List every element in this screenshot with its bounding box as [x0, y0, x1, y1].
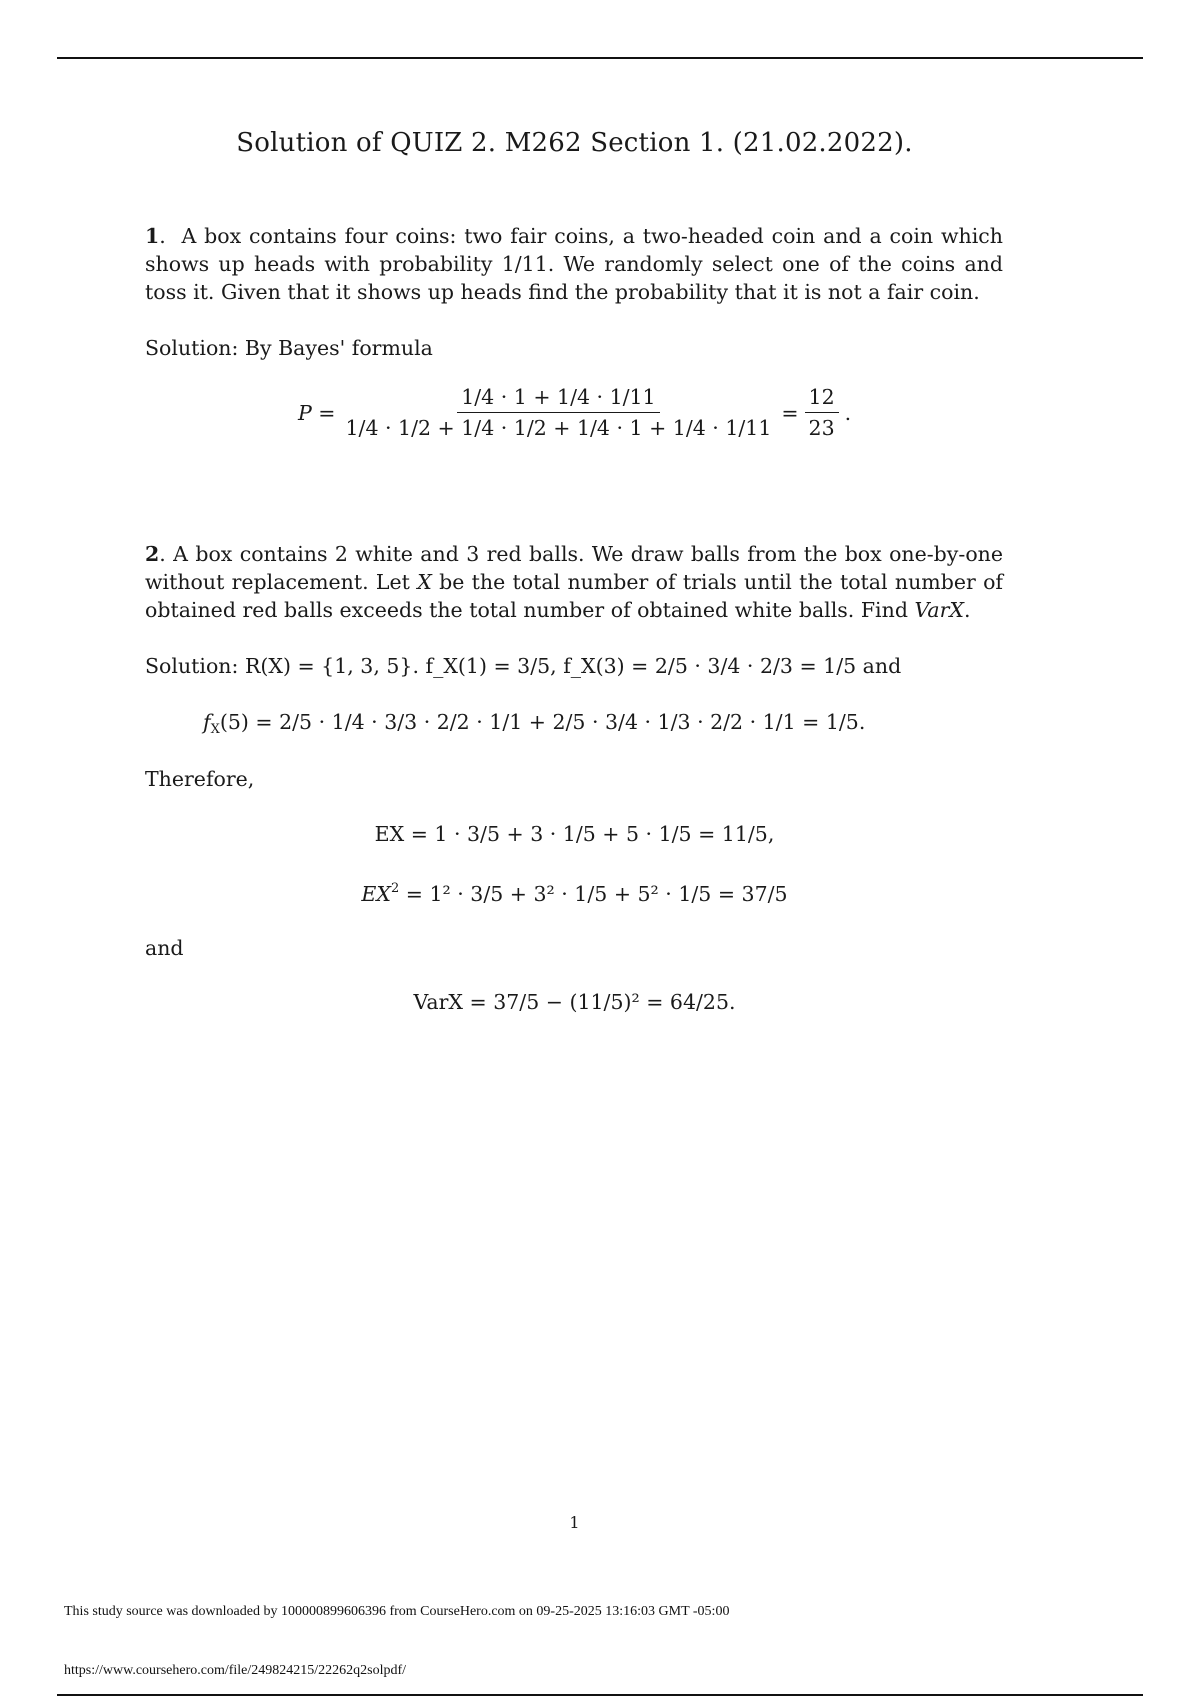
f5-line: (5) = 2/5 · 1/4 · 3/3 · 2/2 · 1/1 + 2/5 · 3/4 · 1/3 · 2/2 · 1/1 = 1/5. [219, 710, 866, 734]
var-varx: VarX [914, 598, 965, 622]
ex2-line: = 1² · 3/5 + 3² · 1/5 + 5² · 1/5 = 37/5 [405, 882, 788, 906]
variance-equation: VarX = 37/5 − (11/5)² = 64/25. [413, 990, 736, 1014]
solution-line: R(X) = {1, 3, 5}. f_X(1) = 3/5, f_X(3) = 2/5 · 3/4 · 2/3 = 1/5 and [244, 654, 902, 678]
eq-mid: = [781, 400, 799, 425]
page-title: Solution of QUIZ 2. M262 Section 1. (21.02.2022). [236, 128, 913, 158]
ex2-equation: $EX^2 = 1^2 \cdot 3/5 + 3^2 \cdot 1/5 + 5^2 \cdot 1/5 = 37/5$ [361, 881, 788, 906]
problem-2-text-b: be the total number of trials until the total number of obtained red balls exceeds the total number of obtained white balls. Find [145, 570, 1003, 622]
bayes-denominator: 1/4 · 1/2 + 1/4 · 1/2 + 1/4 · 1 + 1/4 · 1/11 [345, 416, 772, 440]
eq-end: . [844, 400, 852, 425]
problem-2-text-c: . [964, 598, 971, 622]
source-url[interactable]: https://www.coursehero.com/file/249824215/22262q2solpdf/ [64, 1663, 407, 1678]
bayes-numerator: 1/4 · 1 + 1/4 · 1/11 [457, 385, 659, 413]
ex-equation: EX = 1 · 3/5 + 3 · 1/5 + 5 · 1/5 = 11/5, [374, 822, 775, 846]
result-numerator: 12 [805, 385, 839, 413]
f5-equation: $f_X(5) = 2/5 \cdot 1/4 \cdot 3/3 \cdot 2/2 \cdot 1/1 + 2/5 \cdot 3/4 \cdot 1/3 \cdot 2/2 \cdot 1/1 = 1/5$. [203, 710, 866, 737]
problem-1-text: A box contains four coins: two fair coins, a two-headed coin and a coin which shows up heads with probability 1/11. We randomly select one of the coins and toss it. Given that it shows up heads find the probability that it is not a fair coin. [145, 224, 1003, 304]
top-rule [57, 57, 1143, 59]
solution-label: Solution: [145, 654, 239, 678]
var-x: X [417, 570, 432, 594]
bayes-fraction [342, 385, 776, 440]
and-text: and [145, 936, 184, 960]
result-denominator: 23 [808, 416, 835, 440]
problem-2-number: 2 [145, 542, 160, 566]
therefore-text: Therefore, [145, 767, 255, 791]
problem-2-solution [145, 652, 1003, 680]
download-notice: This study source was downloaded by 100000899606396 from CourseHero.com on 09-25-2025 13:16:03 GMT -05:00 [64, 1604, 730, 1619]
problem-2-text-a: A box contains 2 white and 3 red balls. We draw balls from the box one-by-one without replacement. Let [145, 542, 1003, 594]
problem-1: 1. A box contains four coins: two fair coins, a two-headed coin and a coin which shows up heads with probability 1/11. We randomly select one of the coins and toss it. Given that it shows up heads find the probability that it is not a fair coin. [145, 224, 1003, 304]
bayes-equation [298, 385, 851, 440]
page-number: 1 [569, 1513, 580, 1532]
result-fraction [805, 385, 839, 440]
eq-lhs: P = [298, 400, 336, 425]
problem-1-solution-intro: Solution: By Bayes' formula [145, 336, 433, 360]
bottom-rule [57, 1694, 1143, 1696]
problem-1-number: 1 [145, 224, 160, 248]
problem-2: 2. A box contains 2 white and 3 red balls. We draw balls from the box one-by-one without replacement. Let X be the total number of trials until the total number of obtained red balls exceeds the total number of obtained white balls. Find VarX. [145, 542, 1003, 622]
